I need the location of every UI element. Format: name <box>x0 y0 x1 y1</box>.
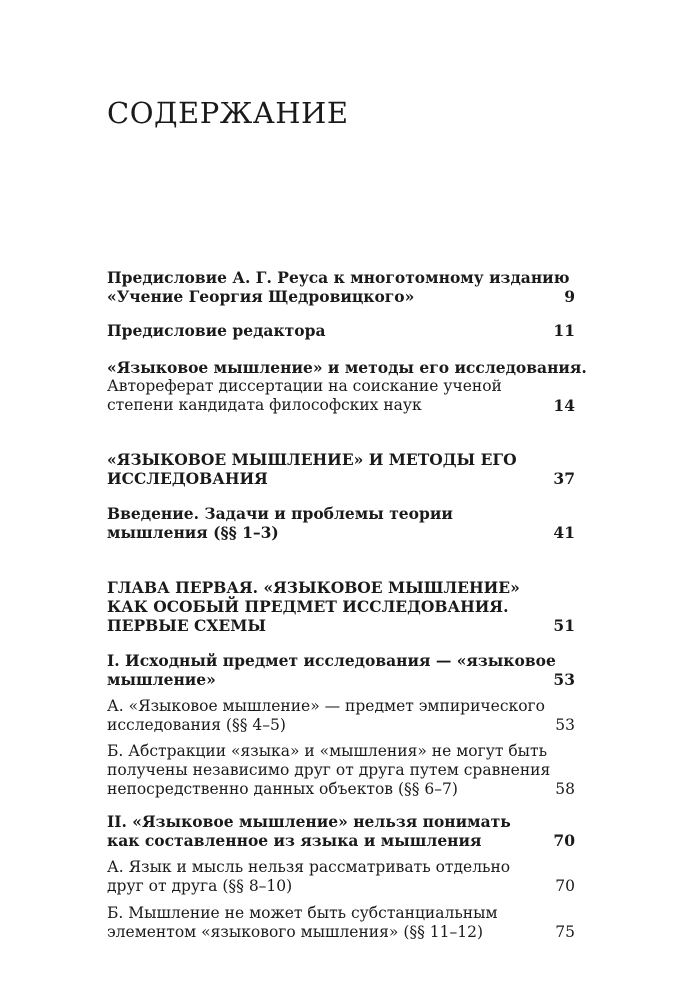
toc-line: «Языковое мышление» и методы его исследования. <box>107 358 587 377</box>
toc-entry-section-two[interactable] <box>107 812 575 850</box>
toc-line: элементом «языкового мышления» (§§ 11–12) <box>107 923 484 941</box>
toc-entry-editor-preface-reus[interactable] <box>107 268 575 306</box>
toc-line: А. Язык и мысль нельзя рассматривать отдельно <box>107 858 511 876</box>
toc-line: «ЯЗЫКОВОЕ МЫШЛЕНИЕ» И МЕТОДЫ ЕГО <box>107 450 517 469</box>
toc-page-number: 70 <box>555 877 575 895</box>
toc-entry-chapter-one[interactable] <box>107 578 575 635</box>
toc-line: получены независимо друг от друга путем сравнения <box>107 761 551 779</box>
toc-entry-section-one[interactable] <box>107 651 575 689</box>
toc-entry-subsection-2b[interactable] <box>107 904 575 942</box>
toc-page-number: 37 <box>553 469 575 488</box>
toc-line: Предисловие А. Г. Реуса к многотомному изданию <box>107 268 570 287</box>
toc-line: ИССЛЕДОВАНИЯ <box>107 469 268 488</box>
toc-entry-editor-preface[interactable] <box>107 321 575 340</box>
toc-line: как составленное из языка и мышления <box>107 831 482 850</box>
toc-line: II. «Языковое мышление» нельзя понимать <box>107 812 511 831</box>
toc-page-number: 53 <box>555 716 575 734</box>
toc-page-number: 70 <box>553 831 575 850</box>
toc-page-number: 14 <box>553 396 575 415</box>
toc-page-number: 11 <box>553 321 575 340</box>
toc-entry-main-title[interactable] <box>107 450 575 488</box>
toc-line: А. «Языковое мышление» — предмет эмпирического <box>107 697 545 715</box>
toc-line: ГЛАВА ПЕРВАЯ. «ЯЗЫКОВОЕ МЫШЛЕНИЕ» <box>107 578 520 597</box>
page-title: СОДЕРЖАНИЕ <box>107 96 349 130</box>
toc-line: мышление» <box>107 670 216 689</box>
toc-page-number: 51 <box>553 616 575 635</box>
toc-line: I. Исходный предмет исследования — «языковое <box>107 651 556 670</box>
toc-line: Б. Мышление не может быть субстанциальным <box>107 904 498 922</box>
toc-entry-subsection-2a[interactable] <box>107 858 575 896</box>
toc-line: Предисловие редактора <box>107 321 326 340</box>
toc-line: Б. Абстракции «языка» и «мышления» не могут быть <box>107 742 548 760</box>
toc-line: «Учение Георгия Щедровицкого» <box>107 287 415 306</box>
toc-entry-subsection-1a[interactable] <box>107 697 575 735</box>
toc-line: непосредственно данных объектов (§§ 6–7) <box>107 780 458 798</box>
toc-page-number: 58 <box>555 780 575 798</box>
toc-entry-autoreferat[interactable] <box>107 358 587 415</box>
toc-page-number: 9 <box>564 287 575 306</box>
toc-line: мышления (§§ 1–3) <box>107 523 279 542</box>
toc-page-number: 41 <box>553 523 575 542</box>
toc-line: Введение. Задачи и проблемы теории <box>107 504 453 523</box>
toc-line: Автореферат диссертации на соискание ученой <box>107 377 502 395</box>
toc-entry-subsection-1b[interactable] <box>107 742 575 799</box>
toc-entry-introduction[interactable] <box>107 504 575 542</box>
toc-line: степени кандидата философских наук <box>107 396 422 414</box>
toc-line: ПЕРВЫЕ СХЕМЫ <box>107 616 267 635</box>
toc-page-number: 53 <box>553 670 575 689</box>
toc-line: исследования (§§ 4–5) <box>107 716 286 734</box>
toc-line: КАК ОСОБЫЙ ПРЕДМЕТ ИССЛЕДОВАНИЯ. <box>107 597 509 616</box>
toc-page-number: 75 <box>555 923 575 941</box>
toc-line: друг от друга (§§ 8–10) <box>107 877 293 895</box>
